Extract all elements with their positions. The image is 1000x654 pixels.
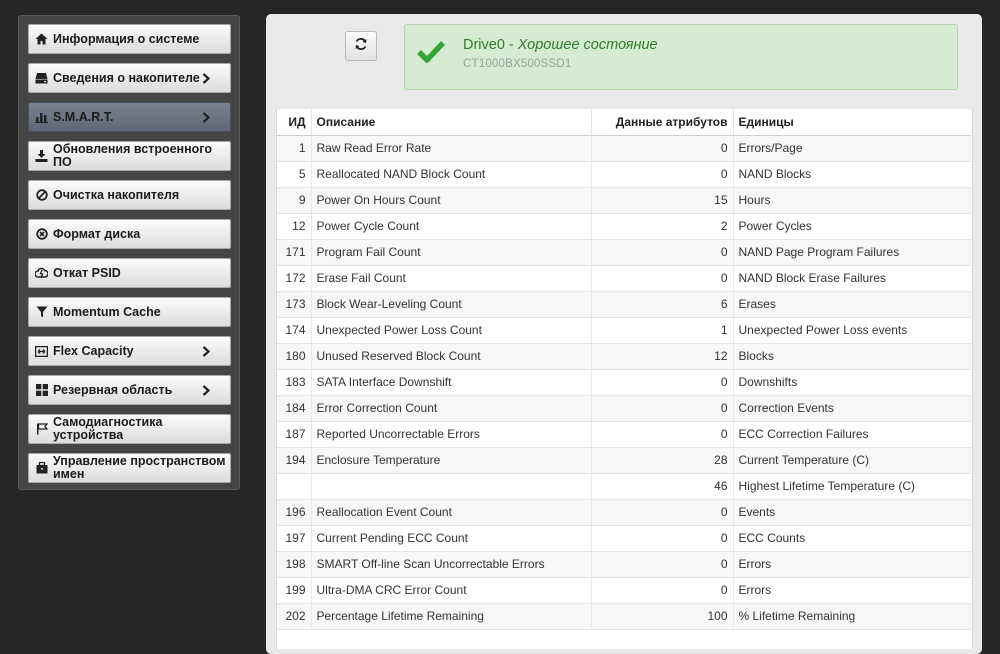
cell-description: Power Cycle Count: [311, 213, 591, 239]
drive-status-title: [463, 37, 658, 53]
cell-value: 100: [591, 603, 733, 629]
nav-item-label: Momentum Cache: [53, 304, 161, 319]
circle-x-icon: [35, 228, 48, 241]
filter-icon: [35, 306, 48, 319]
cell-value: 0: [591, 135, 733, 161]
cell-description: Unexpected Power Loss Count: [311, 317, 591, 343]
column-header-description: Описание: [311, 109, 591, 135]
cell-value: 0: [591, 161, 733, 187]
cell-units: Unexpected Power Loss events: [733, 317, 971, 343]
cell-description: Ultra-DMA CRC Error Count: [311, 577, 591, 603]
drive-model: CT1000BX500SSD1: [463, 58, 572, 70]
status-separator: -: [504, 37, 518, 53]
flag-icon: [35, 423, 48, 436]
main-panel: [266, 14, 982, 654]
nav-item-momentum-cache[interactable]: [28, 297, 231, 327]
table-row: [277, 239, 971, 265]
chevron-right-icon: [202, 111, 212, 123]
cell-description: Percentage Lifetime Remaining: [311, 603, 591, 629]
cell-value: 0: [591, 525, 733, 551]
cell-description: Block Wear-Leveling Count: [311, 291, 591, 317]
cell-description: Error Correction Count: [311, 395, 591, 421]
table-row: [277, 343, 971, 369]
column-header-value: Данные атрибутов: [591, 109, 733, 135]
cell-id: 187: [277, 421, 311, 447]
cell-units: NAND Block Erase Failures: [733, 265, 971, 291]
cell-units: ECC Counts: [733, 525, 971, 551]
drive-status-banner: [404, 24, 958, 90]
check-icon: [417, 39, 445, 68]
cell-id: 196: [277, 499, 311, 525]
table-row: [277, 473, 971, 499]
cell-value: 0: [591, 265, 733, 291]
grid-icon: [35, 384, 48, 397]
cell-description: Current Pending ECC Count: [311, 525, 591, 551]
chevron-right-icon: [202, 72, 212, 84]
cell-units: Erases: [733, 291, 971, 317]
nav-item-label: Резервная область: [53, 382, 173, 397]
table-row: [277, 187, 971, 213]
cell-units: Downshifts: [733, 369, 971, 395]
nav-item-self-test[interactable]: [28, 414, 231, 444]
column-header-id: ИД: [277, 109, 311, 135]
cell-units: % Lifetime Remaining: [733, 603, 971, 629]
sidebar-nav: [18, 15, 240, 490]
cell-description: Reported Uncorrectable Errors: [311, 421, 591, 447]
chevron-right-icon: [202, 345, 212, 357]
cell-value: 46: [591, 473, 733, 499]
nav-item-label: Очистка накопителя: [53, 187, 180, 202]
cell-value: 0: [591, 421, 733, 447]
cell-value: 28: [591, 447, 733, 473]
cell-units: NAND Blocks: [733, 161, 971, 187]
bar-chart-icon: [35, 111, 48, 124]
cell-description: Power On Hours Count: [311, 187, 591, 213]
table-row: [277, 395, 971, 421]
cell-id: 12: [277, 213, 311, 239]
nav-item-label: Flex Capacity: [53, 343, 134, 358]
cell-units: Correction Events: [733, 395, 971, 421]
cell-description: Reallocated NAND Block Count: [311, 161, 591, 187]
nav-item-label: Управление пространством имен: [53, 454, 226, 481]
cell-units: Hours: [733, 187, 971, 213]
table-row: [277, 421, 971, 447]
nav-item-label: Обновления встроенного ПО: [53, 142, 212, 169]
ban-icon: [35, 189, 48, 202]
cell-units: Events: [733, 499, 971, 525]
cell-id: 171: [277, 239, 311, 265]
cell-description: Raw Read Error Rate: [311, 135, 591, 161]
download-icon: [35, 150, 48, 163]
smart-attributes-table: [277, 109, 971, 630]
cell-id: [277, 473, 311, 499]
cell-value: 0: [591, 369, 733, 395]
cell-value: 0: [591, 551, 733, 577]
cell-value: 0: [591, 395, 733, 421]
cell-units: Errors/Page: [733, 135, 971, 161]
cell-value: 2: [591, 213, 733, 239]
table-row: [277, 603, 971, 629]
cell-id: 173: [277, 291, 311, 317]
cell-id: 9: [277, 187, 311, 213]
table-row: [277, 213, 971, 239]
cell-id: 174: [277, 317, 311, 343]
home-icon: [35, 33, 48, 46]
cell-units: Current Temperature (C): [733, 447, 971, 473]
column-header-units: Единицы: [733, 109, 971, 135]
nav-item-namespace-management[interactable]: [28, 453, 231, 483]
cell-id: 1: [277, 135, 311, 161]
nav-item-label: Откат PSID: [53, 265, 121, 280]
cell-id: 172: [277, 265, 311, 291]
nav-item-firmware-updates[interactable]: [28, 141, 231, 171]
drive-name: Drive0: [463, 37, 505, 53]
nav-item-smart[interactable]: [28, 102, 231, 132]
table-header-row: [277, 109, 971, 135]
cell-id: 5: [277, 161, 311, 187]
cell-value: 0: [591, 577, 733, 603]
cell-units: Power Cycles: [733, 213, 971, 239]
refresh-button[interactable]: [345, 31, 377, 61]
cell-units: ECC Correction Failures: [733, 421, 971, 447]
cell-units: Highest Lifetime Temperature (C): [733, 473, 971, 499]
cell-id: 180: [277, 343, 311, 369]
nav-item-label: Формат диска: [53, 226, 141, 241]
cell-value: 15: [591, 187, 733, 213]
nav-item-label: Сведения о накопителе: [53, 70, 200, 85]
cell-units: Errors: [733, 577, 971, 603]
drive-health-state: Хорошее состояние: [517, 37, 658, 53]
table-row: [277, 317, 971, 343]
cell-id: 202: [277, 603, 311, 629]
cell-description: [311, 473, 591, 499]
table-row: [277, 577, 971, 603]
cell-description: Reallocation Event Count: [311, 499, 591, 525]
nav-item-drive-details[interactable]: [28, 63, 231, 93]
cell-description: Program Fail Count: [311, 239, 591, 265]
cell-id: 183: [277, 369, 311, 395]
briefcase-icon: [35, 462, 48, 475]
cell-id: 199: [277, 577, 311, 603]
table-row: [277, 551, 971, 577]
cell-description: Unused Reserved Block Count: [311, 343, 591, 369]
cell-value: 1: [591, 317, 733, 343]
nav-item-format-disk[interactable]: [28, 219, 231, 249]
cell-id: 198: [277, 551, 311, 577]
smart-table-container: [276, 109, 973, 649]
nav-item-flex-capacity[interactable]: [28, 336, 231, 366]
nav-item-label: Самодиагностика устройства: [53, 415, 163, 442]
drive-icon: [35, 72, 48, 85]
nav-item-psid-revert[interactable]: [28, 258, 231, 288]
table-row: [277, 499, 971, 525]
nav-item-label: S.M.A.R.T.: [53, 109, 114, 124]
cell-id: 197: [277, 525, 311, 551]
cell-value: 6: [591, 291, 733, 317]
cell-value: 12: [591, 343, 733, 369]
cell-id: 194: [277, 447, 311, 473]
cell-units: NAND Page Program Failures: [733, 239, 971, 265]
nav-item-sanitize[interactable]: [28, 180, 231, 210]
table-row: [277, 291, 971, 317]
cell-description: Erase Fail Count: [311, 265, 591, 291]
cell-units: Errors: [733, 551, 971, 577]
nav-item-system-info[interactable]: [28, 24, 231, 54]
cell-id: 184: [277, 395, 311, 421]
table-row: [277, 265, 971, 291]
cell-value: 0: [591, 239, 733, 265]
cell-description: SMART Off-line Scan Uncorrectable Errors: [311, 551, 591, 577]
broken-cloud-icon: [35, 267, 48, 280]
cell-value: 0: [591, 499, 733, 525]
nav-item-label: Информация о системе: [53, 31, 200, 46]
cell-description: SATA Interface Downshift: [311, 369, 591, 395]
cell-description: Enclosure Temperature: [311, 447, 591, 473]
resize-icon: [35, 345, 48, 358]
nav-item-reserved-area[interactable]: [28, 375, 231, 405]
table-row: [277, 161, 971, 187]
chevron-right-icon: [202, 384, 212, 396]
table-row: [277, 369, 971, 395]
refresh-icon: [354, 37, 368, 56]
table-row: [277, 525, 971, 551]
table-row: [277, 135, 971, 161]
cell-units: Blocks: [733, 343, 971, 369]
table-row: [277, 447, 971, 473]
